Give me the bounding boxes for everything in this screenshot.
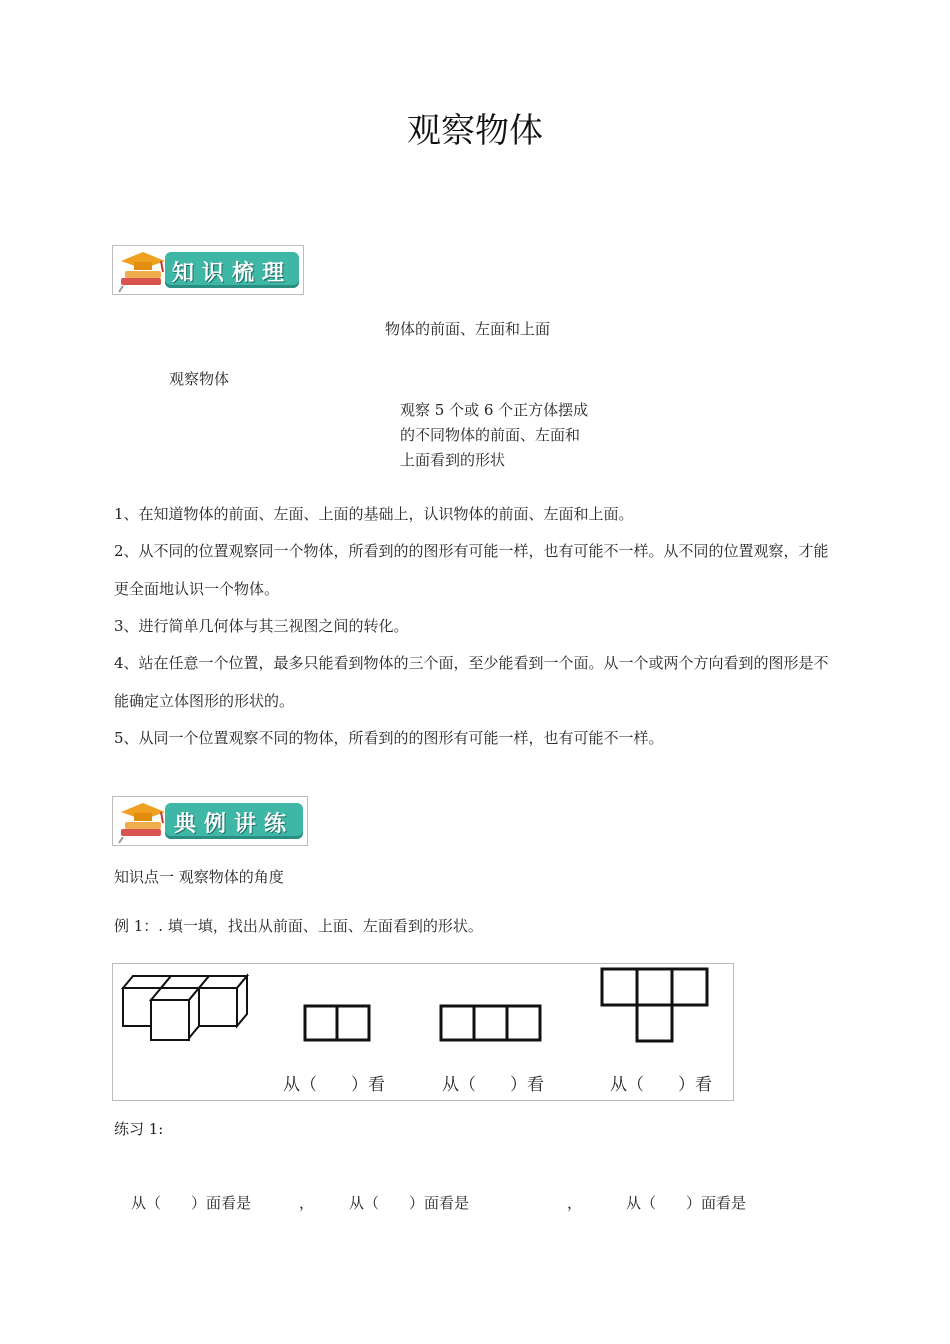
practice-blank: 从（ ）面看是 (349, 1194, 470, 1212)
mindmap-desc-line: 上面看到的形状 (400, 451, 506, 469)
banner-label: 知识梳理 (171, 261, 292, 286)
figure-caption: 从（ ）看 (610, 1075, 712, 1095)
figure-caption: 从（ ）看 (283, 1075, 385, 1095)
banner-label: 典例讲练 (173, 812, 294, 837)
section-banner-knowledge (112, 245, 304, 295)
mindmap-desc-line: 的不同物体的前面、左面和 (400, 426, 581, 444)
mindmap-root: 观察物体 (169, 370, 230, 388)
knowledge-point-heading: 知识点一 观察物体的角度 (114, 868, 284, 886)
page-title: 观察物体 (407, 111, 543, 151)
point-5: 5、从同一个位置观察不同的物体，所看到的的图形有可能一样，也有可能不一样。 (114, 729, 664, 747)
example-figure (112, 963, 734, 1101)
practice-separator: ， (299, 1194, 315, 1212)
mindmap-desc-line: 观察 5 个或 6 个正方体摆成 (400, 401, 589, 419)
practice-blank: 从（ ）面看是 (626, 1194, 747, 1212)
point-1: 1、在知道物体的前面、左面、上面的基础上，认识物体的前面、左面和上面。 (114, 505, 634, 523)
point-4: 4、站在任意一个位置，最多只能看到物体的三个面，至少能看到一个面。从一个或两个方向看到的图形是不能确定立体图形的形状的。 (114, 654, 829, 710)
practice-heading: 练习 1: (114, 1120, 164, 1138)
point-3: 3、进行简单几何体与其三视图之间的转化。 (114, 617, 409, 635)
section-banner-examples (112, 796, 308, 846)
point-2: 2、从不同的位置观察同一个物体，所看到的的图形有可能一样，也有可能不一样。从不同的位置观察，才能更全面地认识一个物体。 (114, 542, 829, 598)
graduation-books-icon (117, 248, 169, 294)
practice-separator: ， (567, 1194, 583, 1212)
mindmap-top: 物体的前面、左面和上面 (385, 320, 551, 338)
graduation-books-icon (117, 799, 169, 845)
practice-blank: 从（ ）面看是 (131, 1194, 252, 1212)
example-1-prompt: 例 1：. 填一填，找出从前面、上面、左面看到的形状。 (114, 917, 483, 935)
figure-caption: 从（ ）看 (442, 1075, 544, 1095)
